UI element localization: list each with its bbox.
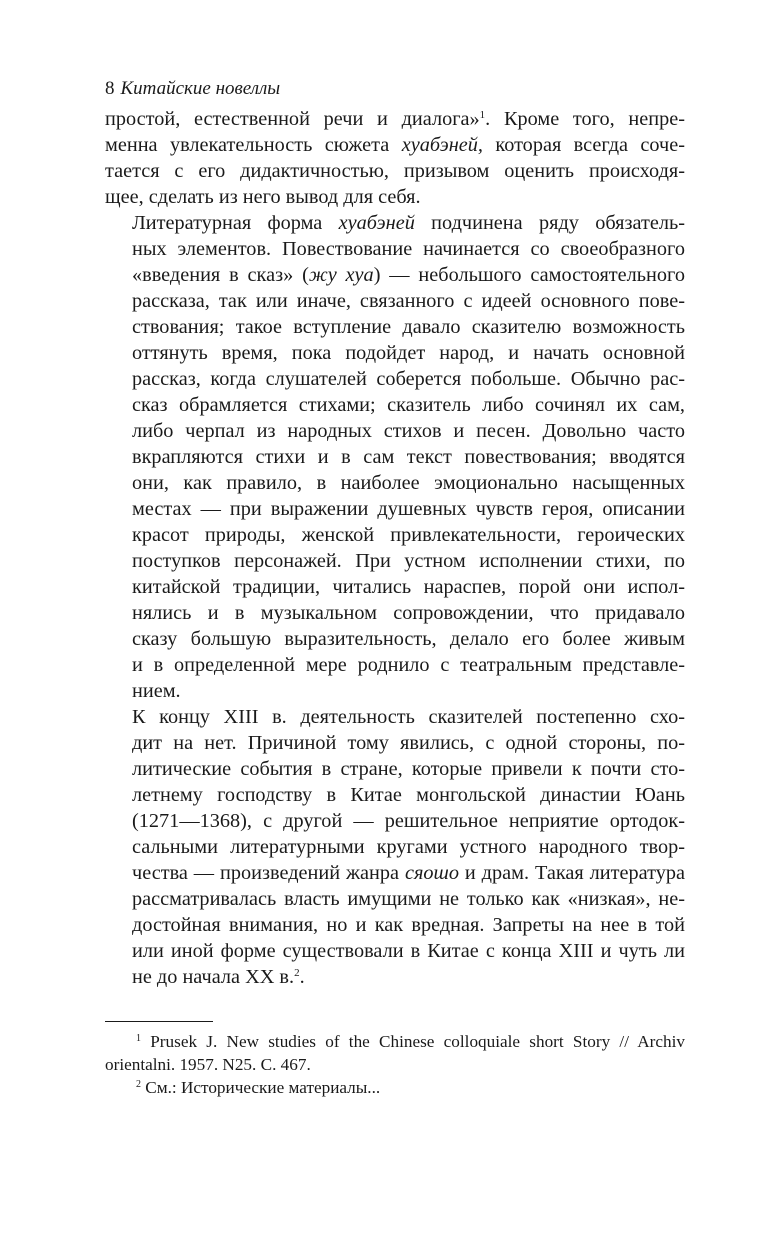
text-line: поступков персонажей. При устном исполнении стихи, по	[132, 550, 685, 572]
footnotes	[105, 1030, 685, 1099]
footnote-line: $^2$ См.: Исторические материалы...	[136, 1078, 381, 1097]
book-page	[105, 76, 685, 1099]
italic-term: сяошо	[404, 862, 459, 884]
text-line: не до начала XX в.$^2$.	[132, 966, 305, 988]
page-number: 8	[105, 78, 115, 99]
text-line: вкрапляются стихи и в сам текст повествования; вводятся	[132, 446, 685, 468]
text-line: рассматривалась власть имущими не только как «низкая», не-	[132, 888, 685, 910]
page-header	[105, 76, 685, 106]
text-line: «введения в сказ» (жу хуа) — небольшого самостоятельного	[132, 264, 685, 286]
paragraph	[105, 704, 685, 990]
text-line: простой, естественной речи и диалога»$^1$. Кроме того, непре-	[105, 108, 685, 130]
text-line: рассказа, так или иначе, связанного с идеей основного пове-	[132, 290, 685, 312]
text-line: сальными литературными кругами устного народного твор-	[132, 836, 685, 858]
text-line: менна увлекательность сюжета хуабэней, которая всегда соче-	[105, 134, 685, 156]
text-line: нялись и в музыкальном сопровождении, что придавало	[132, 602, 685, 624]
italic-term: хуабэней,	[401, 134, 483, 156]
text-line: достойная внимания, но и как вредная. Запреты на нее в той	[132, 914, 685, 936]
text-line: рассказ, когда слушателей соберется побольше. Обычно рас-	[132, 368, 685, 390]
footnote-ref: 1	[136, 1033, 141, 1044]
text-line: Литературная форма хуабэней подчинена ряду обязатель-	[132, 212, 685, 234]
footnote	[105, 1030, 685, 1076]
text-line: либо черпал из народных стихов и песен. Довольно часто	[132, 420, 685, 442]
footnote-line: orientalni. 1957. N25. С. 467.	[105, 1055, 311, 1074]
footnote-divider	[105, 1021, 213, 1022]
footnote-ref: 2	[136, 1079, 141, 1090]
text-line: ствования; такое вступление давало сказителю возможность	[132, 316, 685, 338]
text-line: они, как правило, в наиболее эмоционально насыщенных	[132, 472, 685, 494]
running-title: Китайские новеллы	[120, 78, 281, 99]
paragraph	[105, 106, 685, 210]
text-line: нием.	[132, 680, 181, 702]
text-line: красот природы, женской привлекательности, героических	[132, 524, 685, 546]
text-line: щее, сделать из него вывод для себя.	[105, 186, 421, 208]
text-line: дит на нет. Причиной тому явились, с одной стороны, по-	[132, 732, 685, 754]
footnote-ref: 1	[479, 109, 486, 121]
paragraph	[105, 210, 685, 704]
text-line: сказ обрамляется стихами; сказитель либо сочинял их сам,	[132, 394, 685, 416]
text-line: местах — при выражении душевных чувств героя, описании	[132, 498, 685, 520]
footnote	[105, 1076, 685, 1099]
text-line: китайской традиции, читались нараспев, порой они испол-	[132, 576, 685, 598]
body-text	[105, 106, 685, 990]
footnote-line: $^1$ Prusek J. New studies of the Chinese colloquiale short Story // Archiv	[136, 1032, 685, 1051]
text-line: чества — произведений жанра сяошо и драм. Такая литература	[132, 862, 685, 884]
text-line: К концу XIII в. деятельность сказителей постепенно схо-	[132, 706, 685, 728]
text-line: сказу большую выразительность, делало его более живым	[132, 628, 685, 650]
text-line: оттянуть время, пока подойдет народ, и начать основной	[132, 342, 685, 364]
text-line: ных элементов. Повествование начинается со своеобразного	[132, 238, 685, 260]
text-line: (1271—1368), с другой — решительное неприятие ортодок-	[132, 810, 685, 832]
text-line: летнему господству в Китае монгольской династии Юань	[132, 784, 685, 806]
text-line: литические события в стране, которые привели к почти сто-	[132, 758, 685, 780]
text-line: или иной форме существовали в Китае с конца XIII и чуть ли	[132, 940, 685, 962]
italic-term: хуабэней	[338, 212, 415, 234]
text-line: и в определенной мере роднило с театральным представле-	[132, 654, 685, 676]
text-line: тается с его дидактичностью, призывом оценить происходя-	[105, 160, 685, 182]
footnote-ref: 2	[294, 967, 300, 979]
italic-term: жу хуа	[308, 264, 374, 286]
